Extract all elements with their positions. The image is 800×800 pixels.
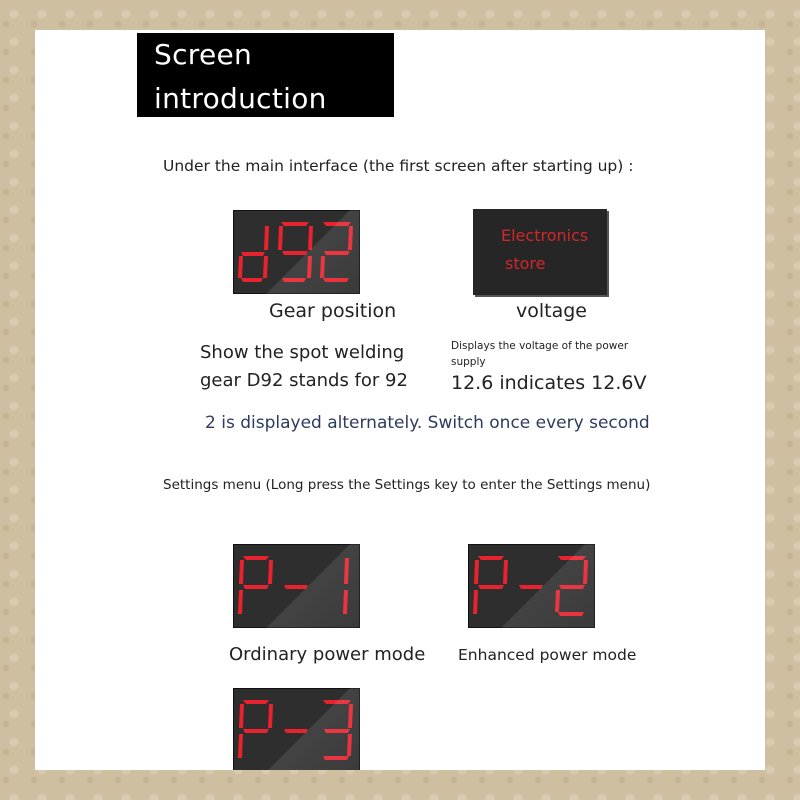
digit-dash (284, 585, 308, 589)
mode-p1-display (233, 544, 360, 628)
voltage-description: 12.6 indicates 12.6V (451, 372, 647, 394)
voltage-display (473, 209, 607, 295)
gear-segment-digits (233, 210, 360, 294)
voltage-caption: voltage (516, 300, 587, 322)
gear-description-line-2: gear D92 stands for 92 (200, 370, 408, 391)
page-title (137, 33, 394, 117)
main-interface-intro: Under the main interface (the first screen after starting up) : (163, 157, 634, 175)
p3-segment-digits (233, 688, 360, 770)
voltage-display-line-1: Electronics (501, 226, 589, 245)
p2-segment-digits (468, 544, 595, 628)
digit-p (473, 556, 508, 614)
voltage-display-line-2: store (505, 254, 546, 273)
digit-p (238, 700, 273, 758)
digit-dash (284, 729, 308, 733)
digit-2 (320, 222, 353, 282)
title-line-2: introduction (154, 82, 327, 115)
enhanced-power-mode-caption: Enhanced power mode (458, 646, 637, 664)
digit-2 (555, 556, 588, 616)
digit-9 (278, 222, 313, 282)
digit-dash (519, 585, 543, 589)
ordinary-power-mode-caption: Ordinary power mode (229, 644, 426, 665)
p1-segment-digits (233, 544, 360, 628)
digit-1 (343, 558, 349, 614)
gear-position-display (233, 210, 360, 294)
voltage-small-description-line-2: supply (451, 356, 486, 368)
digit-3 (323, 700, 353, 760)
settings-menu-intro: Settings menu (Long press the Settings key to enter the Settings menu) (163, 477, 651, 493)
digit-p (238, 556, 273, 614)
product-page (35, 30, 765, 770)
alternate-display-note: 2 is displayed alternately. Switch once every second (205, 413, 650, 433)
mode-p3-display (233, 688, 360, 770)
mode-p2-display (468, 544, 595, 628)
gear-position-caption: Gear position (269, 300, 397, 322)
gear-description-line-1: Show the spot welding (200, 342, 405, 363)
title-line-1: Screen (154, 38, 253, 71)
digit-d (238, 226, 269, 282)
voltage-small-description-line-1: Displays the voltage of the power (451, 340, 629, 352)
